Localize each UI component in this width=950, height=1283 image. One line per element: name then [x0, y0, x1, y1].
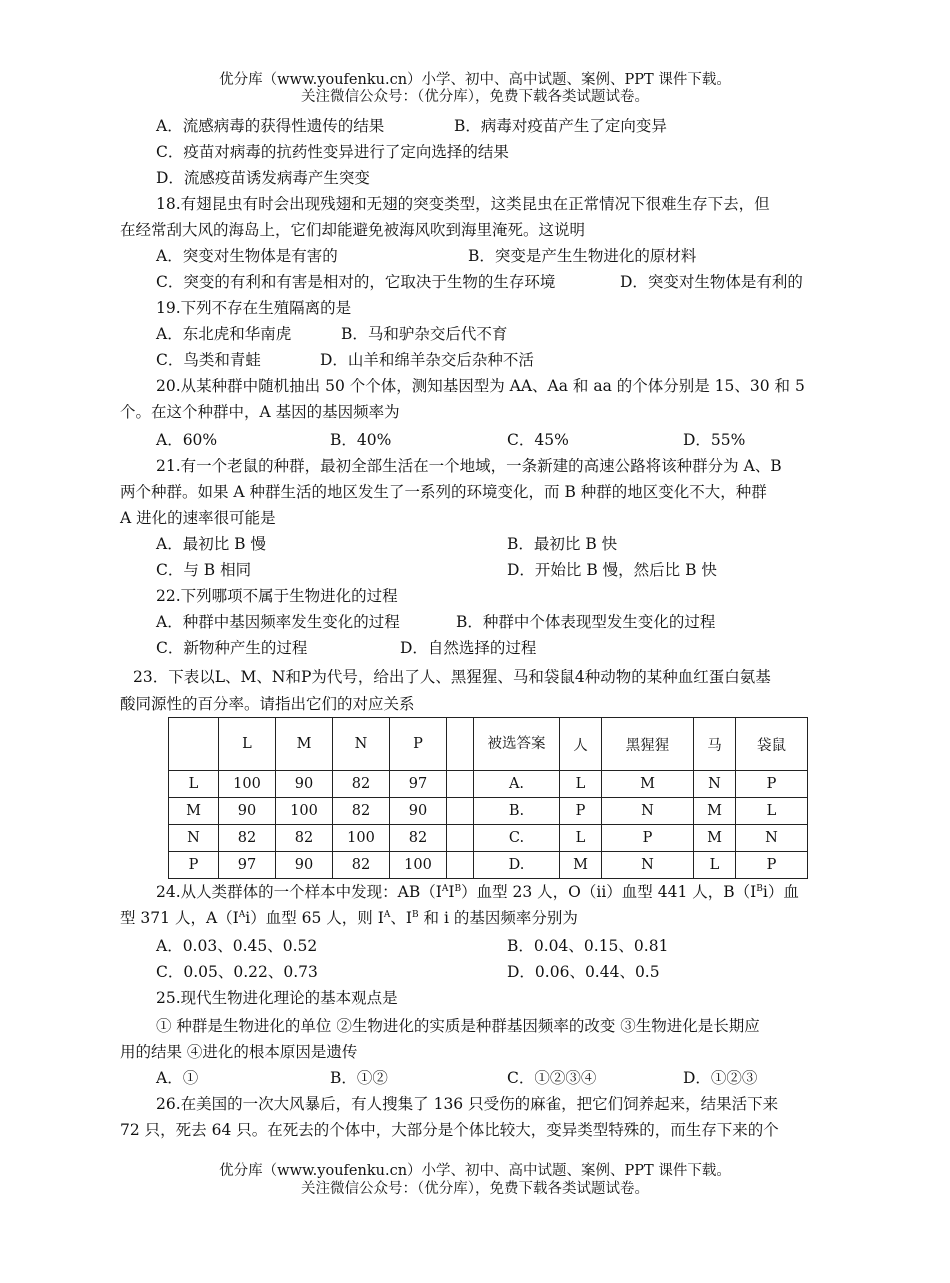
- q18-option-a: A．突变对生物体是有害的: [156, 247, 338, 265]
- q20-option-a: A．60%: [156, 431, 218, 449]
- answer-option: B.: [474, 798, 560, 825]
- q18-option-c: C．突变的有利和有害是相对的，它取决于生物的生存环境: [156, 273, 556, 291]
- q24-stem-line-2: 型 371 人，$A(I^Ai)$血型 65 人，则 $I^A$、$I^B$ 和 i 的基因频率分别为: [120, 909, 578, 927]
- q24-option-a: A．0.03、0.45、0.52: [156, 937, 318, 955]
- table-row: [169, 771, 808, 798]
- table-cell: P: [560, 798, 602, 825]
- q18-option-d: D．突变对生物体是有利的: [620, 273, 803, 291]
- q23-homology-table: [168, 717, 808, 879]
- q25-option-d: D．①②③: [683, 1069, 758, 1087]
- table-cell: 90: [276, 771, 333, 798]
- q24-option-b: B．0.04、0.15、0.81: [507, 937, 669, 955]
- row-code: M: [169, 798, 219, 825]
- q21-stem-line-1: 21.有一个老鼠的种群，最初全部生活在一个地域，一条新建的高速公路将该种群分为 A、B: [156, 457, 782, 475]
- table-cell: 82: [333, 771, 390, 798]
- q25-statement-line-2: 用的结果 ④进化的根本原因是遗传: [120, 1043, 358, 1061]
- table-cell: M: [694, 798, 736, 825]
- table-cell: 100: [219, 771, 276, 798]
- table-cell: 82: [390, 825, 447, 852]
- q21-stem-line-2: 两个种群。如果 A 种群生活的地区发生了一系列的环境变化，而 B 种群的地区变化不大，种群: [120, 483, 767, 501]
- table-cell: M: [560, 852, 602, 879]
- q18-stem-line-1: 18.有翅昆虫有时会出现残翅和无翅的突变类型，这类昆虫在正常情况下很难生存下去，但: [156, 195, 770, 213]
- q19-stem: 19.下列不存在生殖隔离的是: [156, 299, 352, 317]
- q25-option-c: C．①②③④: [507, 1069, 597, 1087]
- table-cell: 82: [333, 798, 390, 825]
- table-col-header: N: [333, 718, 390, 771]
- row-code: P: [169, 852, 219, 879]
- q26-stem-line-1: 26.在美国的一次大风暴后，有人搜集了 136 只受伤的麻雀，把它们饲养起来，结果活下来: [156, 1095, 779, 1113]
- table-header-row: [169, 718, 808, 771]
- table-col-header: 被选答案: [474, 718, 560, 771]
- table-cell: N: [694, 771, 736, 798]
- q25-statement-line-1: ① 种群是生物进化的单位 ②生物进化的实质是种群基因频率的改变 ③生物进化是长期应: [156, 1017, 760, 1035]
- q21-option-a: A．最初比 B 慢: [156, 535, 266, 553]
- table-cell: N: [602, 852, 694, 879]
- table-cell: 90: [219, 798, 276, 825]
- q21-option-d: D．开始比 B 慢，然后比 B 快: [507, 561, 717, 579]
- table-col-header: M: [276, 718, 333, 771]
- table-cell: N: [602, 798, 694, 825]
- q22-option-a: A．种群中基因频率发生变化的过程: [156, 613, 400, 631]
- table-cell: 97: [219, 852, 276, 879]
- table-spacer-cell: [447, 825, 474, 852]
- q20-option-d: D．55%: [683, 431, 746, 449]
- q20-stem-line-1: 20.从某种群中随机抽出 50 个个体，测知基因型为 AA、Aa 和 aa 的个体分别是 15、30 和 5: [156, 377, 805, 395]
- table-cell: 100: [390, 852, 447, 879]
- table-cell: L: [736, 798, 808, 825]
- page-header-line-2: 关注微信公众号：（优分库），免费下载各类试题试卷。: [301, 89, 649, 105]
- q19-option-c: C．鸟类和青蛙: [156, 351, 261, 369]
- table-corner-cell: [169, 718, 219, 771]
- q20-option-c: C．45%: [507, 431, 569, 449]
- q19-option-a: A．东北虎和华南虎: [156, 325, 292, 343]
- q18-option-b: B．突变是产生生物进化的原材料: [468, 247, 697, 265]
- page-footer-line-2: 关注微信公众号：（优分库），免费下载各类试题试卷。: [301, 1181, 649, 1197]
- q17-option-b: B．病毒对疫苗产生了定向变异: [454, 117, 667, 135]
- table-cell: 90: [390, 798, 447, 825]
- row-code: L: [169, 771, 219, 798]
- table-cell: 100: [276, 798, 333, 825]
- q19-option-b: B．马和驴杂交后代不育: [341, 325, 508, 343]
- table-cell: M: [694, 825, 736, 852]
- q17-option-c: C．疫苗对病毒的抗药性变异进行了定向选择的结果: [156, 143, 509, 161]
- table-cell: N: [736, 825, 808, 852]
- table-row: [169, 798, 808, 825]
- q25-option-b: B．①②: [330, 1069, 388, 1087]
- page-footer-line-1: 优分库（www.youfenku.cn）小学、初中、高中试题、案例、PPT 课件下载。: [219, 1163, 731, 1179]
- table-row: [169, 852, 808, 879]
- q19-option-d: D．山羊和绵羊杂交后杂种不活: [320, 351, 534, 369]
- q17-option-a: A．流感病毒的获得性遗传的结果: [156, 117, 385, 135]
- q26-stem-line-2: 72 只，死去 64 只。在死去的个体中，大部分是个体比较大，变异类型特殊的，而生存下来的个: [120, 1121, 779, 1139]
- q22-stem: 22.下列哪项不属于生物进化的过程: [156, 587, 398, 605]
- table-spacer-cell: [447, 852, 474, 879]
- table-col-header: 黑猩猩: [602, 718, 694, 771]
- table-cell: 82: [276, 825, 333, 852]
- table-col-header: L: [219, 718, 276, 771]
- table-cell: M: [602, 771, 694, 798]
- table-col-header: 人: [560, 718, 602, 771]
- table-col-header: 袋鼠: [736, 718, 808, 771]
- table-cell: L: [694, 852, 736, 879]
- table-spacer-cell: [447, 771, 474, 798]
- table-cell: L: [560, 771, 602, 798]
- table-cell: L: [560, 825, 602, 852]
- page-header-line-1: 优分库（www.youfenku.cn）小学、初中、高中试题、案例、PPT 课件下载。: [219, 72, 731, 88]
- table-cell: 100: [333, 825, 390, 852]
- q20-stem-line-2: 个。在这个种群中，A 基因的基因频率为: [120, 403, 400, 421]
- q17-option-d: D．流感疫苗诱发病毒产生突变: [156, 169, 370, 187]
- table-cell: P: [736, 771, 808, 798]
- q24-option-c: C．0.05、0.22、0.73: [156, 963, 318, 981]
- q21-stem-line-3: A 进化的速率很可能是: [120, 509, 276, 527]
- q25-option-a: A．①: [156, 1069, 199, 1087]
- q22-option-c: C．新物种产生的过程: [156, 639, 308, 657]
- q22-option-b: B．种群中个体表现型发生变化的过程: [456, 613, 716, 631]
- table-row: [169, 825, 808, 852]
- q24-option-d: D．0.06、0.44、0.5: [507, 963, 660, 981]
- table-col-header: 马: [694, 718, 736, 771]
- table-cell: P: [602, 825, 694, 852]
- table-cell: 90: [276, 852, 333, 879]
- table-cell: 82: [219, 825, 276, 852]
- answer-option: A.: [474, 771, 560, 798]
- answer-option: D.: [474, 852, 560, 879]
- table-col-header: P: [390, 718, 447, 771]
- table-cell: 97: [390, 771, 447, 798]
- q21-option-b: B．最初比 B 快: [507, 535, 618, 553]
- q24-stem-line-1: 24.从人类群体的一个样本中发现：$AB(I^AI^B)$血型 23 人，O（ii）血型 441 人，$B(I^Bi)$血: [156, 883, 799, 901]
- answer-option: C.: [474, 825, 560, 852]
- q20-option-b: B．40%: [330, 431, 392, 449]
- q23-stem-line-2: 酸同源性的百分率。请指出它们的对应关系: [120, 695, 415, 713]
- q22-option-d: D．自然选择的过程: [400, 639, 537, 657]
- table-cell: P: [736, 852, 808, 879]
- table-spacer-cell: [447, 718, 474, 771]
- q25-stem: 25.现代生物进化理论的基本观点是: [156, 989, 398, 1007]
- row-code: N: [169, 825, 219, 852]
- table-spacer-cell: [447, 798, 474, 825]
- q21-option-c: C．与 B 相同: [156, 561, 252, 579]
- q18-stem-line-2: 在经常刮大风的海岛上，它们却能避免被海风吹到海里淹死。这说明: [120, 221, 586, 239]
- q23-stem-line-1: 23．下表以L、M、N和P为代号，给出了人、黑猩猩、马和袋鼠4种动物的某种血红蛋白氨基: [133, 668, 771, 686]
- table-cell: 82: [333, 852, 390, 879]
